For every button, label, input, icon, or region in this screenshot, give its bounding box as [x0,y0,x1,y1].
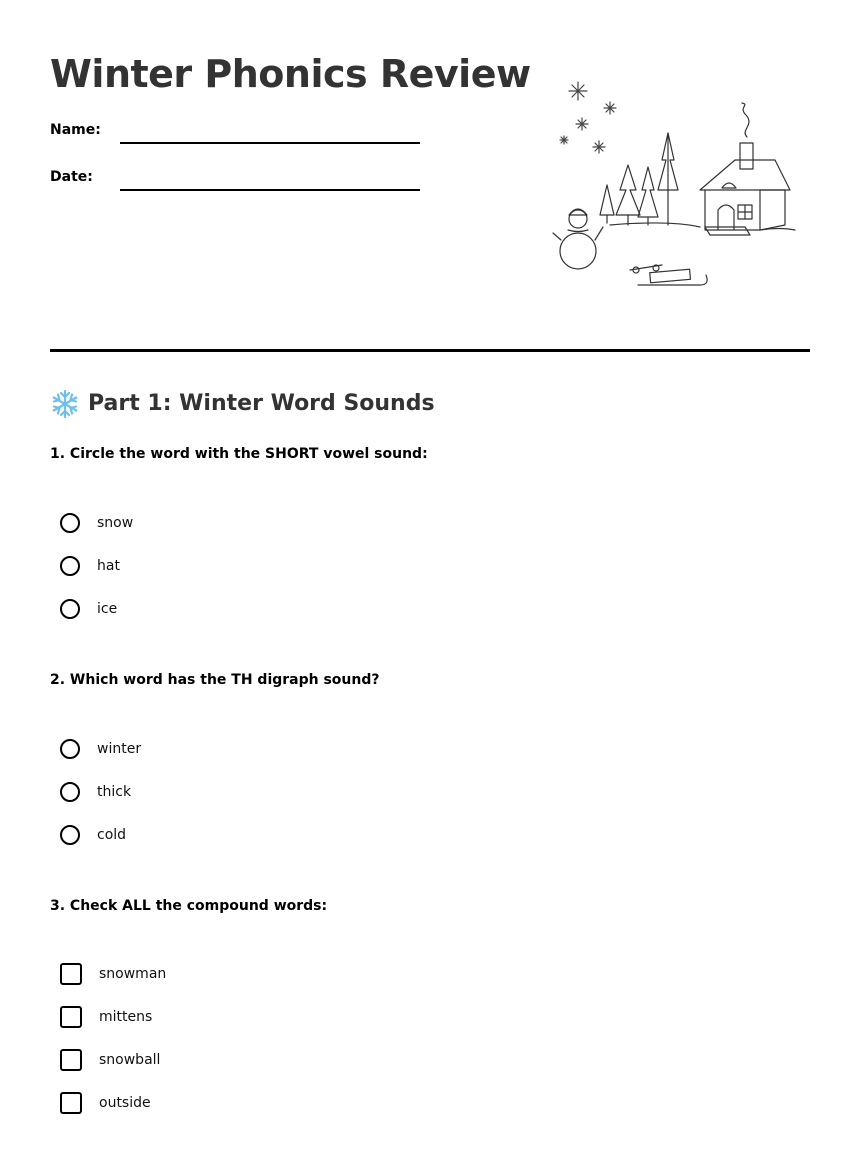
question-3: 3. Check ALL the compound words: [50,898,328,914]
snowflake-icon [50,389,80,419]
option-snowball[interactable] [60,1047,160,1073]
question-2: 2. Which word has the TH digraph sound? [50,672,380,688]
checkbox[interactable] [60,1006,82,1028]
radio-button[interactable] [60,599,80,619]
radio-button[interactable] [60,825,80,845]
section-title-text: Part 1: Winter Word Sounds [88,391,435,416]
option-label: winter [97,741,142,757]
snowflake-icon [560,82,616,153]
option-label: ice [97,601,118,617]
question-1: 1. Circle the word with the SHORT vowel sound: [50,446,428,462]
option-label: snow [97,515,134,531]
option-label: snowball [99,1052,161,1068]
header-divider [50,349,810,352]
radio-button[interactable] [60,513,80,533]
name-label: Name: [50,122,101,138]
checkbox[interactable] [60,1092,82,1114]
option-hat[interactable] [60,553,120,579]
date-input-line[interactable] [120,189,420,191]
option-mittens[interactable] [60,1004,152,1030]
house-icon [700,103,790,235]
option-ice[interactable] [60,596,117,622]
option-outside[interactable] [60,1090,151,1116]
option-label: hat [97,558,120,574]
sled-icon [630,265,707,285]
radio-button[interactable] [60,556,80,576]
snowman-icon [553,209,603,269]
option-snow[interactable] [60,510,133,536]
option-winter[interactable] [60,736,141,762]
option-thick[interactable] [60,779,131,805]
option-cold[interactable] [60,822,126,848]
date-label: Date: [50,169,93,185]
page-title: Winter Phonics Review [50,52,531,96]
option-label: thick [97,784,132,800]
radio-button[interactable] [60,782,80,802]
tree-icon [600,133,678,225]
checkbox[interactable] [60,1049,82,1071]
checkbox[interactable] [60,963,82,985]
option-label: outside [99,1095,151,1111]
name-input-line[interactable] [120,142,420,144]
radio-button[interactable] [60,739,80,759]
option-label: mittens [99,1009,153,1025]
section-title-part-1 [50,388,435,420]
option-label: snowman [99,966,167,982]
option-label: cold [97,827,127,843]
option-snowman[interactable] [60,961,166,987]
winter-scene-illustration [550,75,800,305]
